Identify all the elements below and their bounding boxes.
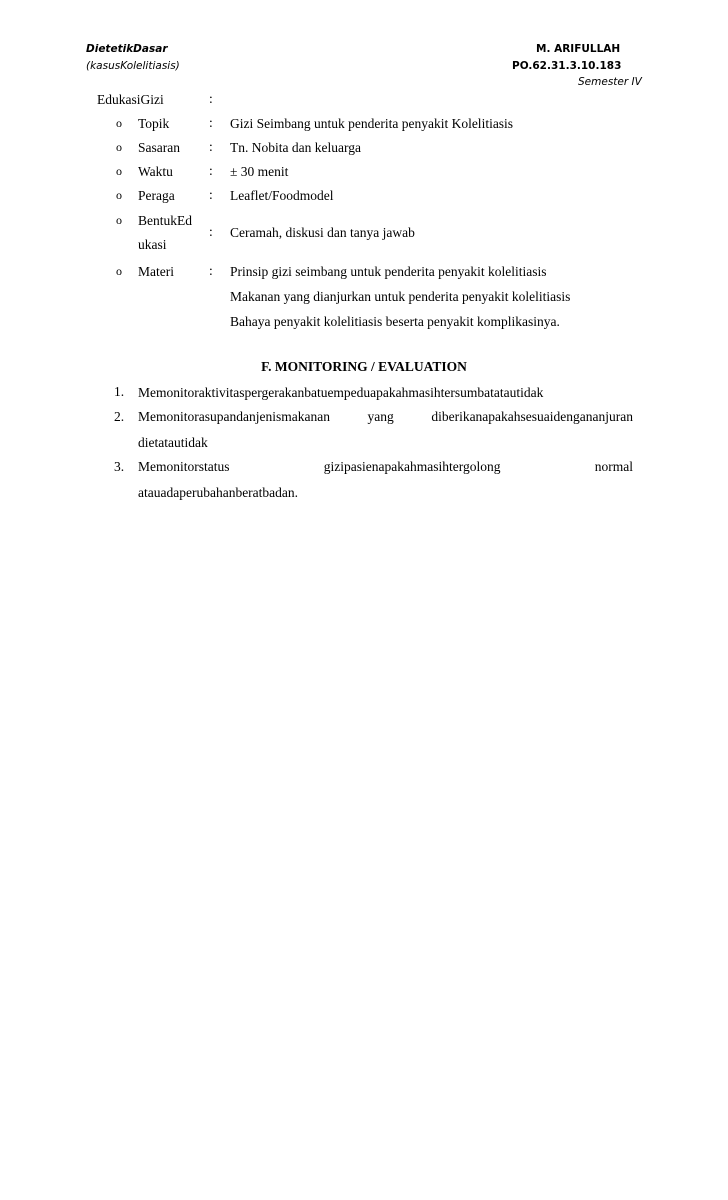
monitoring-item-2-line-1 xyxy=(138,409,633,425)
topik-label: Topik xyxy=(138,116,170,131)
education-heading: EdukasiGizi xyxy=(97,92,164,107)
waktu-colon: : xyxy=(209,163,213,178)
monitoring-item-1: Memonitoraktivitaspergerakanbatuempeduapakahmasihtersumbatatautidak xyxy=(138,385,544,400)
bentuk-label-line2: ukasi xyxy=(138,237,167,252)
bullet-waktu: o xyxy=(116,164,122,178)
monitoring-item-2-line-2: dietatautidak xyxy=(138,435,208,450)
waktu-value: ± 30 menit xyxy=(230,164,289,179)
bentuk-value: Ceramah, diskusi dan tanya jawab xyxy=(230,225,415,240)
monitoring-item-3-word-3: normal xyxy=(594,459,633,474)
monitoring-item-3-word-2: gizipasienapakahmasihtergolong xyxy=(323,459,501,474)
sasaran-colon: : xyxy=(209,139,213,154)
header-author-name: M. ARIFULLAH xyxy=(536,43,621,55)
peraga-label: Peraga xyxy=(138,188,175,203)
monitoring-number-3: 3. xyxy=(114,459,125,474)
section-title-monitoring: F. MONITORING / EVALUATION xyxy=(261,359,467,374)
header-case-subtitle: (kasusKolelitiasis) xyxy=(86,60,180,72)
monitoring-item-2-word-1: Memonitorasupandanjenismakanan xyxy=(138,409,330,424)
materi-colon: : xyxy=(209,263,213,278)
bullet-materi: o xyxy=(116,264,122,278)
peraga-value: Leaflet/Foodmodel xyxy=(230,188,334,203)
peraga-colon: : xyxy=(209,187,213,202)
monitoring-item-3-line-1 xyxy=(138,459,633,475)
education-heading-colon: : xyxy=(209,91,213,106)
bullet-peraga: o xyxy=(116,188,122,202)
materi-line-1: Prinsip gizi seimbang untuk penderita penyakit kolelitiasis xyxy=(230,264,547,279)
materi-line-2: Makanan yang dianjurkan untuk penderita penyakit kolelitiasis xyxy=(230,289,571,304)
monitoring-item-3-word-1: Memonitorstatus xyxy=(138,459,230,474)
bullet-bentuk: o xyxy=(116,213,122,227)
header-course-title: DietetikDasar xyxy=(86,43,168,55)
header-student-id: PO.62.31.3.10.183 xyxy=(512,60,622,72)
materi-label: Materi xyxy=(138,264,174,279)
topik-value: Gizi Seimbang untuk penderita penyakit Kolelitiasis xyxy=(230,116,514,131)
waktu-label: Waktu xyxy=(138,164,173,179)
header-semester: Semester IV xyxy=(578,76,642,88)
sasaran-value: Tn. Nobita dan keluarga xyxy=(230,140,361,155)
bentuk-label-line1: BentukEd xyxy=(138,213,192,228)
bullet-topik: o xyxy=(116,116,122,130)
monitoring-item-2-word-2: yang xyxy=(367,409,394,424)
monitoring-number-1: 1. xyxy=(114,384,125,399)
materi-line-3: Bahaya penyakit kolelitiasis beserta penyakit komplikasinya. xyxy=(230,314,560,329)
monitoring-number-2: 2. xyxy=(114,409,125,424)
monitoring-item-3-line-2: atauadaperubahanberatbadan. xyxy=(138,485,299,500)
bullet-sasaran: o xyxy=(116,140,122,154)
topik-colon: : xyxy=(209,115,213,130)
monitoring-item-2-word-3: diberikanapakahsesuaidengananjuran xyxy=(431,409,633,424)
sasaran-label: Sasaran xyxy=(138,140,180,155)
bentuk-colon: : xyxy=(209,224,213,239)
